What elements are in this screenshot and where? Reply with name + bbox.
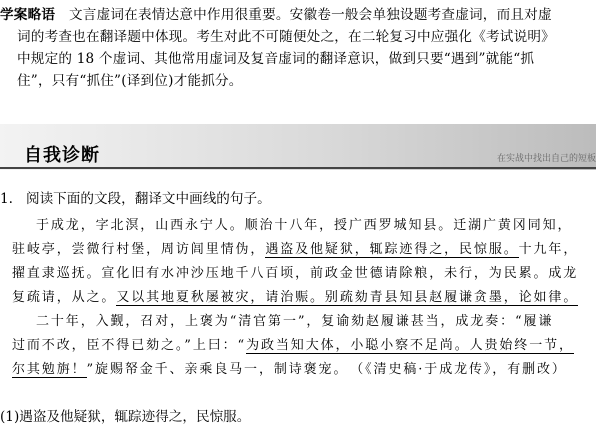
- passage-line: 于成龙，字北溟，山西永宁人。顺治十八年，授广西罗城知县。迁湖广黄冈同知，: [36, 218, 573, 233]
- intro-label: 学案略语: [0, 7, 56, 23]
- passage-line: 驻岐亭，尝微行村堡，周访闾里情伪，遇盗及他疑狱，辄踪迹得之，民惊服。十九年，: [12, 242, 579, 257]
- passage-line: 复疏请，从之。又以其地夏秋屡被灾，请治赈。别疏劾青县知县赵履谦贪墨，论如律。: [12, 290, 579, 305]
- passage-line: 过而不改，臣不得已劾之。”上曰：“为政当知大体，小聪小察不足尚。人贵始终一节，: [12, 338, 574, 353]
- question-number: 1.: [0, 191, 13, 207]
- study-guide-intro: [0, 4, 596, 92]
- intro-line-3: 中规定的 18 个虚词、其他常用虚词及复音虚词的翻译意识，做到只要“遇到”就能“抓: [17, 51, 535, 67]
- passage-line: 尔其勉旃！”旋赐帑金千、亲乘良马一，制诗褒宠。 （《清史稿·于成龙传》，有删改）: [12, 362, 567, 377]
- underlined-sentence-1: 遇盗及他疑狱，辄踪迹得之，民惊服。: [265, 242, 519, 257]
- section-title: 自我诊断: [24, 145, 100, 166]
- passage-line: 擢直隶巡抚。宣化旧有水冲沙压地千八百顷，前政金世德请除粮，未行，为民累。成龙: [12, 266, 579, 281]
- intro-line-4: 住”，只有“抓住”(译到位)才能抓分。: [17, 73, 243, 89]
- underlined-sentence-2: 又以其地夏秋屡被灾，请治赈。别疏劾青县知县赵履谦贪墨，论如律。: [116, 290, 579, 305]
- section-divider: [0, 167, 596, 169]
- underlined-sentence-3-end: 尔其勉旃！: [12, 362, 87, 377]
- classical-passage: [12, 214, 596, 382]
- underlined-sentence-3: 为政当知大体，小聪小察不足尚。人贵始终一节，: [246, 338, 574, 353]
- section-subtitle: 在实战中找出自己的短板: [496, 154, 596, 164]
- answer-item-1: (1)遇盗及他疑狱，辄踪迹得之，民惊服。: [0, 409, 251, 425]
- intro-line-1: 文言虚词在表情达意中作用很重要。安徽卷一般会单独设题考查虚词，而且对虚: [68, 7, 552, 23]
- intro-line-2: 词的考查也在翻译题中体现。考生对此不可随便处之，在二轮复习中应强化《考试说明》: [17, 29, 555, 45]
- question-text: 阅读下面的文段，翻译文中画线的句子。: [26, 191, 271, 207]
- passage-line: 二十年，入觐，召对，上褒为“清官第一”，复谕劾赵履谦甚当，成龙奏：“履谦: [36, 314, 554, 329]
- question-prompt: [0, 188, 271, 210]
